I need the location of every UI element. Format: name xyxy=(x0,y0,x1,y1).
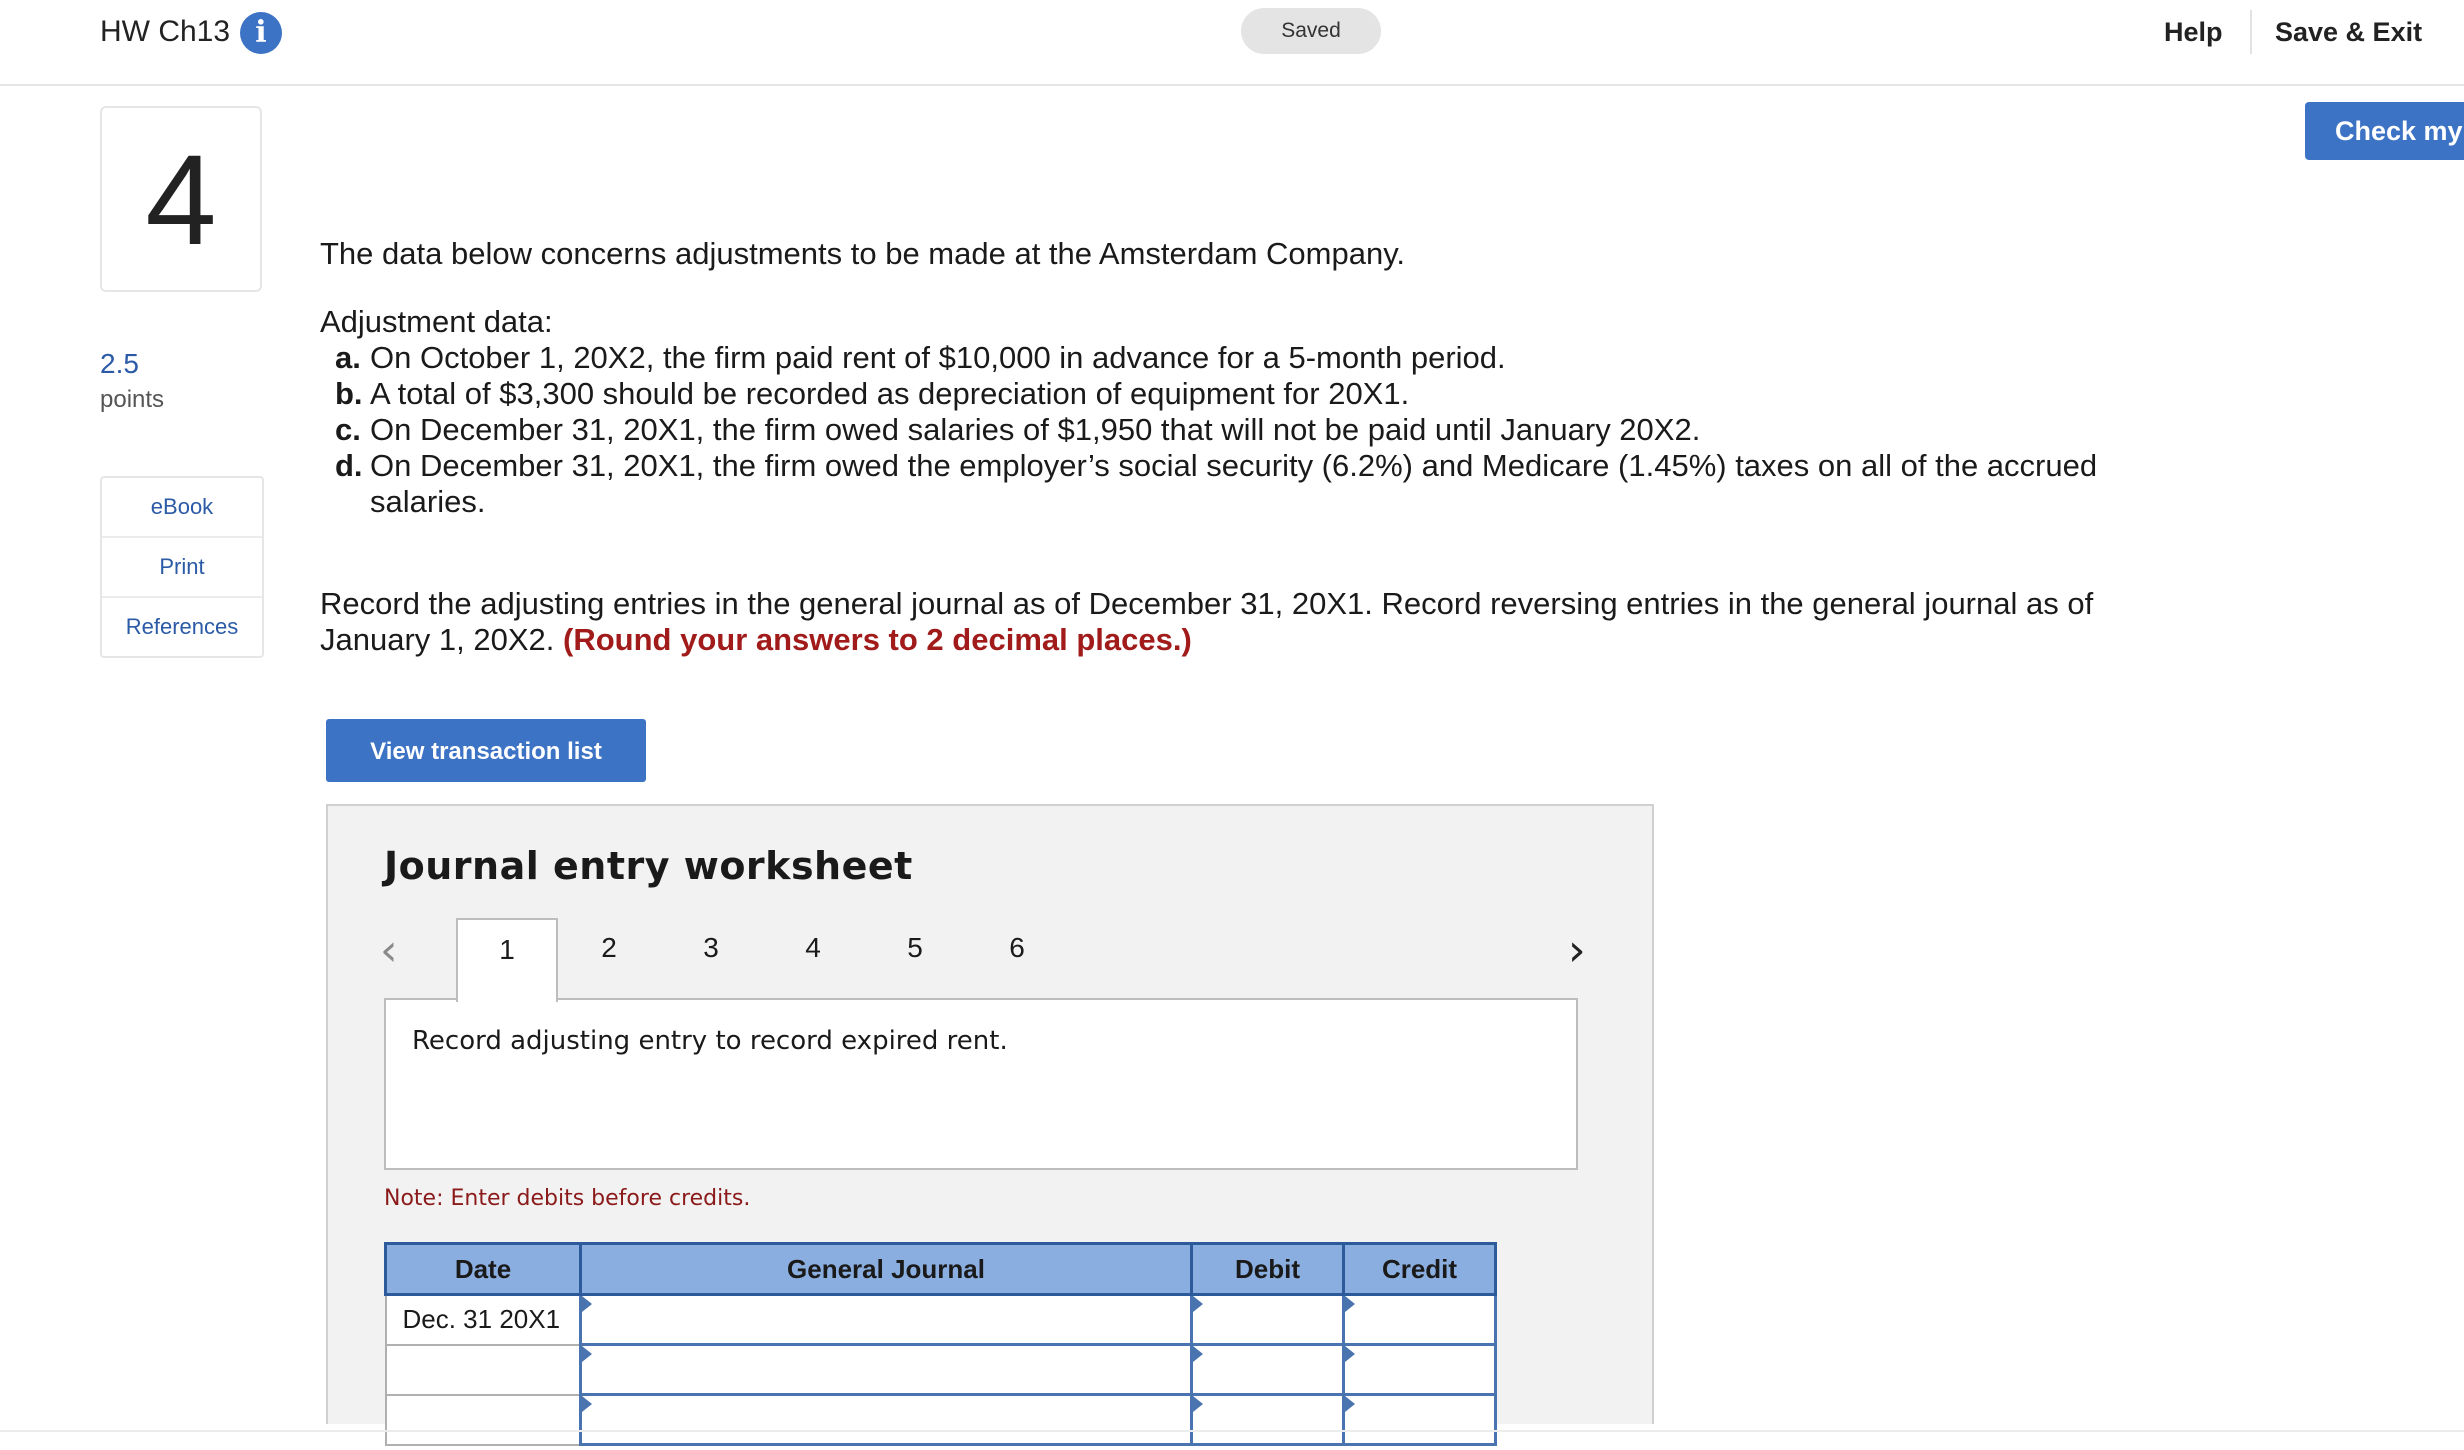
entry-instruction-box xyxy=(384,998,1578,1170)
points-value: 2.5 xyxy=(100,348,139,379)
table-row xyxy=(386,1395,1496,1445)
debit-input[interactable] xyxy=(1192,1345,1344,1395)
dropdown-indicator-icon xyxy=(582,1396,592,1412)
journal-entry-worksheet xyxy=(326,804,1654,1424)
debit-input[interactable] xyxy=(1192,1395,1344,1445)
input-indicator-icon xyxy=(1345,1346,1355,1362)
problem-intro: The data below concerns adjustments to be made at the Amsterdam Company. xyxy=(320,236,1405,271)
entry-instruction: Record adjusting entry to record expired rent. xyxy=(412,1026,1008,1056)
dropdown-indicator-icon xyxy=(582,1346,592,1362)
date-cell xyxy=(386,1395,581,1445)
ebook-link[interactable]: eBook xyxy=(150,494,214,519)
adjustment-text: On October 1, 20X2, the firm paid rent of $10,000 in advance for a 5-month period. xyxy=(370,340,1506,375)
general-journal-header: General Journal xyxy=(581,1244,1192,1295)
top-bar xyxy=(0,0,2464,86)
table-header-row xyxy=(386,1244,1496,1295)
debit-header: Debit xyxy=(1192,1244,1344,1295)
tab-6[interactable]: 6 xyxy=(1009,932,1025,963)
info-icon[interactable]: i xyxy=(240,12,282,54)
instruction-text xyxy=(320,586,2130,658)
debit-credit-note: Note: Enter debits before credits. xyxy=(384,1186,751,1211)
input-indicator-icon xyxy=(1193,1346,1203,1362)
adjustment-item xyxy=(320,448,2130,520)
tab-4[interactable]: 4 xyxy=(805,932,821,963)
adjustment-data xyxy=(320,304,2140,520)
table-row xyxy=(386,1345,1496,1395)
date-cell xyxy=(386,1345,581,1395)
adjustment-letter: d. xyxy=(335,448,363,483)
print-link[interactable]: Print xyxy=(102,536,262,596)
adjustment-title: Adjustment data: xyxy=(320,304,553,339)
adjustment-item xyxy=(320,340,2140,376)
adjustment-text: On December 31, 20X1, the firm owed the employer’s social security (6.2%) and Medicare (1.45%) taxes on all of the accrued salaries. xyxy=(370,448,2098,519)
tab-3[interactable]: 3 xyxy=(703,932,719,963)
credit-header: Credit xyxy=(1344,1244,1496,1295)
account-input[interactable] xyxy=(581,1395,1192,1445)
round-note: (Round your answers to 2 decimal places.) xyxy=(563,622,1192,657)
chevron-left-icon[interactable]: ‹ xyxy=(380,925,398,976)
bottom-divider xyxy=(0,1430,2464,1432)
table-row xyxy=(386,1295,1496,1345)
chevron-right-icon[interactable]: › xyxy=(1568,925,1586,976)
dropdown-indicator-icon xyxy=(582,1296,592,1312)
question-number-box xyxy=(100,106,262,292)
input-indicator-icon xyxy=(1345,1296,1355,1312)
credit-input[interactable] xyxy=(1344,1295,1496,1345)
header-divider xyxy=(2250,10,2252,54)
debit-input[interactable] xyxy=(1192,1295,1344,1345)
account-input[interactable] xyxy=(581,1295,1192,1345)
credit-input[interactable] xyxy=(1344,1345,1496,1395)
references-link[interactable]: References xyxy=(102,596,262,656)
tab-2[interactable]: 2 xyxy=(601,932,617,963)
worksheet-title: Journal entry worksheet xyxy=(384,844,913,888)
check-my-work-button[interactable]: Check my xyxy=(2305,102,2464,160)
adjustment-text: A total of $3,300 should be recorded as depreciation of equipment for 20X1. xyxy=(370,376,1410,411)
date-header: Date xyxy=(386,1244,581,1295)
adjustment-text: On December 31, 20X1, the firm owed salaries of $1,950 that will not be paid until January 20X2. xyxy=(370,412,1701,447)
instruction-body: Record the adjusting entries in the general journal as of December 31, 20X1. Record reversing entries in the general journal as of January 1, 20X2. xyxy=(320,586,2094,657)
saved-status-badge: Saved xyxy=(1241,8,1381,54)
credit-input[interactable] xyxy=(1344,1395,1496,1445)
adjustment-letter: b. xyxy=(335,376,363,411)
tab-5[interactable]: 5 xyxy=(907,932,923,963)
tab-1[interactable]: 1 xyxy=(456,918,558,1002)
input-indicator-icon xyxy=(1193,1296,1203,1312)
save-exit-link[interactable]: Save & Exit xyxy=(2275,17,2423,47)
help-link[interactable]: Help xyxy=(2164,17,2223,47)
adjustment-item xyxy=(320,412,2140,448)
resources-panel xyxy=(100,476,264,658)
general-journal-table xyxy=(384,1242,1497,1446)
points-label: points xyxy=(100,386,165,413)
assignment-title: HW Ch13 xyxy=(100,15,231,48)
adjustment-letter: a. xyxy=(335,340,361,375)
input-indicator-icon xyxy=(1345,1396,1355,1412)
view-transaction-list-button[interactable]: View transaction list xyxy=(326,719,646,782)
adjustment-item xyxy=(320,376,2140,412)
account-input[interactable] xyxy=(581,1345,1192,1395)
adjustment-letter: c. xyxy=(335,412,361,447)
input-indicator-icon xyxy=(1193,1396,1203,1412)
date-cell: Dec. 31 20X1 xyxy=(386,1295,581,1345)
question-number: 4 xyxy=(145,129,217,272)
